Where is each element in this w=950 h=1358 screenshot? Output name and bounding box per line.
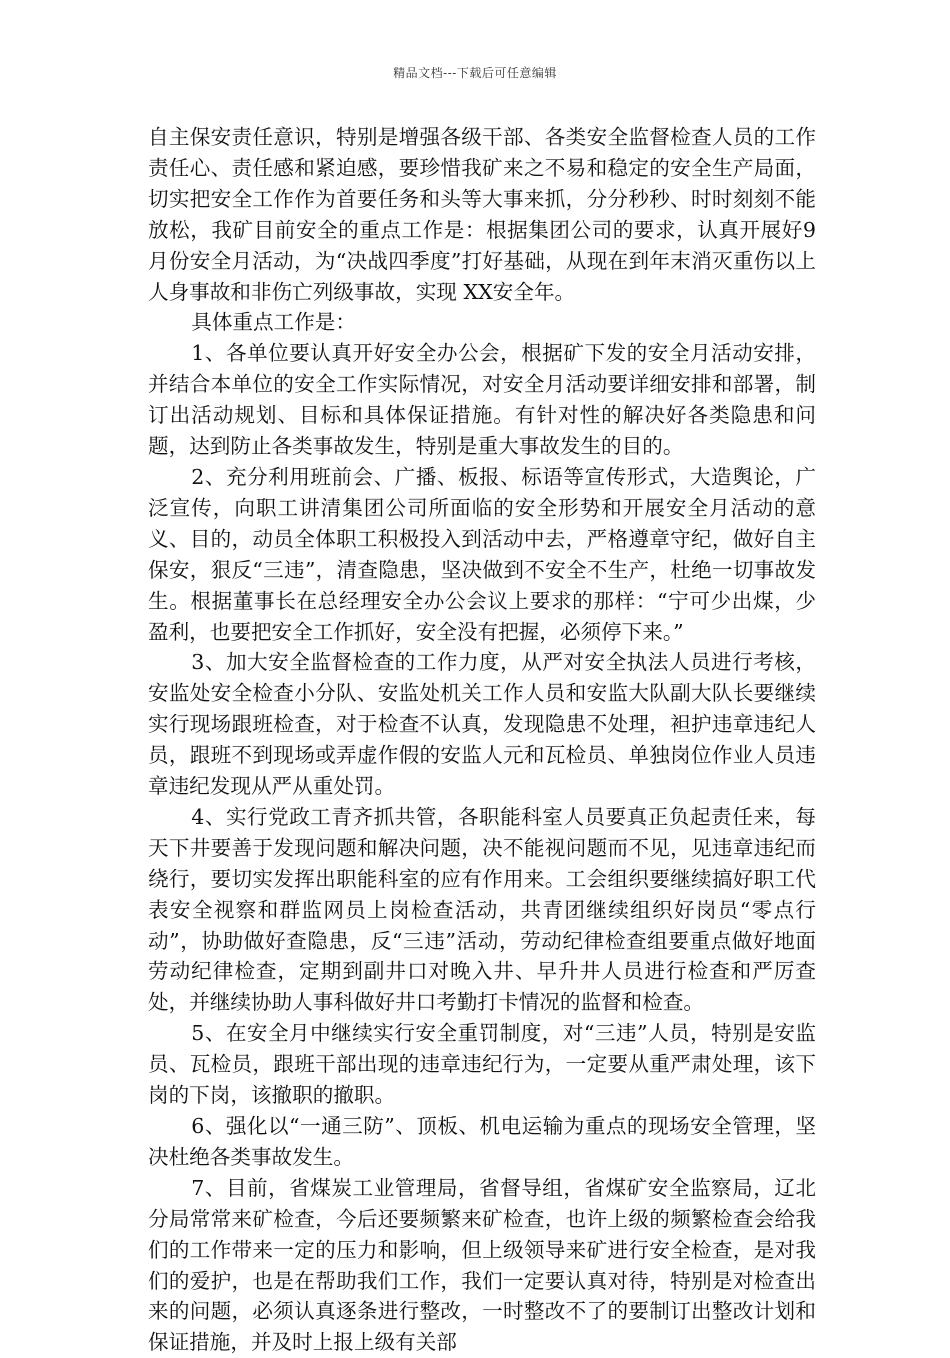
paragraph-item-3: 3、加大安全监督检查的工作力度，从严对安全执法人员进行考核，安监处安全检查小分队、安监处机关工作人员和安监大队副大队长要继续实行现场跟班检查，对于检查不认真，发现隐患不处理，袒护违章违纪人员，跟班不到现场或弄虚作假的安监人元和瓦检员、单独岗位作业人员违章违纪发现从严从重处罚。 xyxy=(148,650,816,799)
paragraph-item-2: 2、充分利用班前会、广播、板报、标语等宣传形式，大造舆论，广泛宣传，向职工讲清集团公司所面临的安全形势和开展安全月活动的意义、目的，动员全体职工积极投入到活动中去，严格遵章守纪，做好自主保安，狠反“三违”，清查隐患，坚决做到不安全不生产，杜绝一切事故发生。根据董事长在总经理安全办公会议上要求的那样：“宁可少出煤，少盈利，也要把安全工作抓好，安全没有把握，必须停下来。” xyxy=(148,464,816,644)
paragraph-item-6: 6、强化以“一通三防”、顶板、机电运输为重点的现场安全管理，坚决杜绝各类事故发生。 xyxy=(148,1114,816,1169)
document-body xyxy=(148,122,816,1358)
paragraph-key-work-heading: 具体重点工作是： xyxy=(191,310,356,335)
page-header: 精品文档---下载后可任意编辑 xyxy=(393,66,557,80)
paragraph-item-7: 7、目前，省煤炭工业管理局，省督导组，省煤矿安全监察局，辽北分局常常来矿检查，今后还要频繁来矿检查，也许上级的频繁检查会给我们的工作带来一定的压力和影响，但上级领导来矿进行安全检查，是对我们的爱护，也是在帮助我们工作，我们一定要认真对待，特别是对检查出来的问题，必须认真逐条进行整改，一时整改不了的要制订出整改计划和保证措施，并及时上报上级有关部 xyxy=(148,1175,816,1355)
paragraph-item-4: 4、实行党政工青齐抓共管，各职能科室人员要真正负起责任来，每天下井要善于发现问题和解决问题，决不能视问题而不见，见违章违纪而绕行，要切实发挥出职能科室的应有作用来。工会组织要继续搞好职工代表安全视察和群监网员上岗检查活动，共青团继续组织好岗员“零点行动”，协助做好查隐患，反“三违”活动，劳动纪律检查组要重点做好地面劳动纪律检查，定期到副井口对晚入井、早升井人员进行检查和严厉查处，并继续协助人事科做好井口考勤打卡情况的监督和检查。 xyxy=(148,804,816,1015)
paragraph-continuation: 自主保安责任意识，特别是增强各级干部、各类安全监督检查人员的工作责任心、责任感和紧迫感，要珍惜我矿来之不易和稳定的安全生产局面，切实把安全工作作为首要任务和头等大事来抓，分分秒秒、时时刻刻不能放松，我矿目前安全的重点工作是：根据集团公司的要求，认真开展好9月份安全月活动，为“决战四季度”打好基础，从现在到年末消灭重伤以上人身事故和非伤亡列级事故，实现 XX安全年。 xyxy=(148,125,816,304)
paragraph-item-5: 5、在安全月中继续实行安全重罚制度，对“三违”人员，特别是安监员、瓦检员，跟班干部出现的违章违纪行为，一定要从重严肃处理，该下岗的下岗，该撤职的撤职。 xyxy=(148,1021,816,1108)
paragraph-item-1: 1、各单位要认真开好安全办公会，根据矿下发的安全月活动安排，并结合本单位的安全工作实际情况，对安全月活动要详细安排和部署，制订出活动规划、目标和具体保证措施。有针对性的解决好各类隐患和问题，达到防止各类事故发生，特别是重大事故发生的目的。 xyxy=(148,341,816,459)
